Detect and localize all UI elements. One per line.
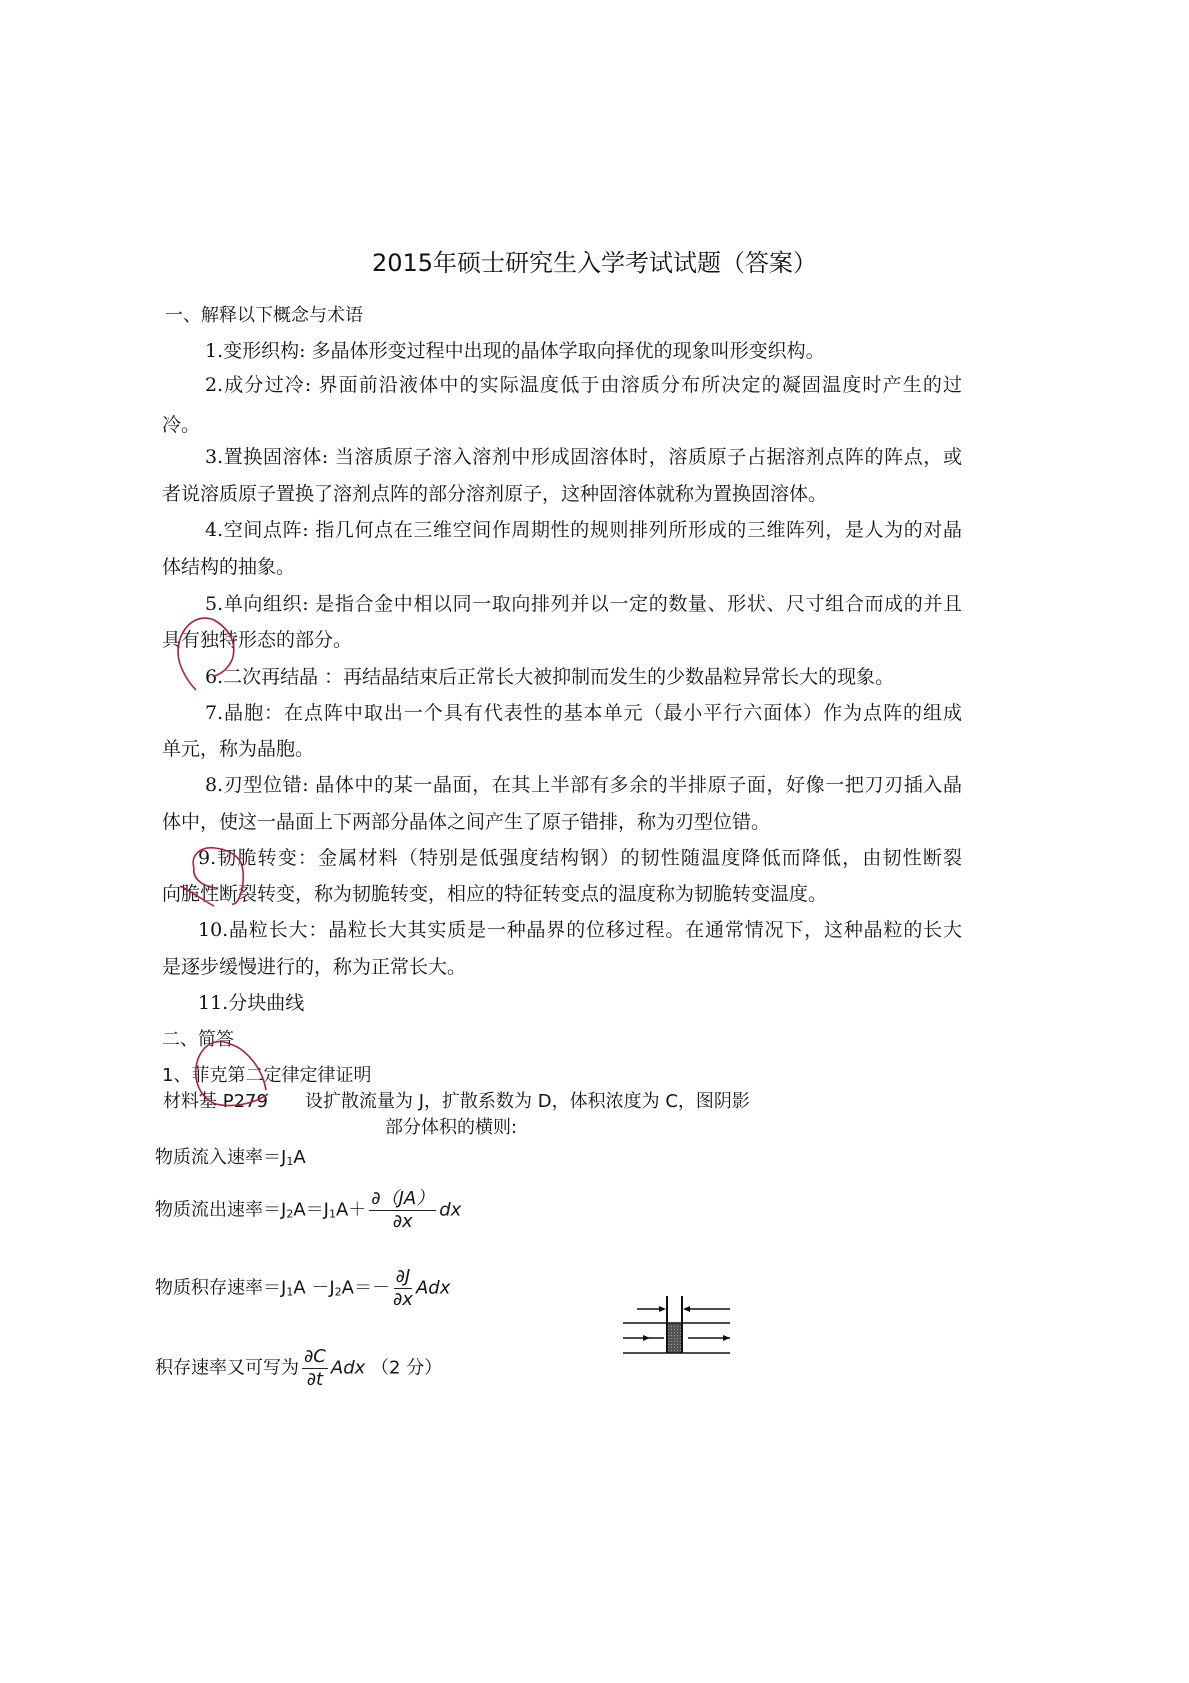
definition-2-line-2: 冷。 (162, 414, 201, 436)
question-1-title: 1、菲克第二定律定律证明 (162, 1065, 372, 1086)
definition-9-line-2: 向脆性断裂转变，称为韧脆转变，相应的特征转变点的温度称为韧脆转变温度。 (162, 883, 828, 905)
section-heading-2: 二、简答 (162, 1029, 234, 1050)
textbook-reference: 材料基 P279 (163, 1091, 268, 1112)
subscript: 1 (286, 1285, 294, 1299)
arrow-icon (623, 1335, 664, 1341)
fraction-numerator: ∂J (395, 1266, 411, 1287)
subscript: 1 (328, 1207, 336, 1221)
fraction (369, 1188, 436, 1233)
definition-3-line-2: 者说溶质原子置换了溶剂点阵的部分溶剂原子，这种固溶体就称为置换固溶体。 (162, 483, 828, 505)
equation-accumulation-label: 物质积存速率＝J (155, 1277, 287, 1299)
fraction (393, 1266, 413, 1311)
equation-tail: Adx (330, 1357, 366, 1379)
equation-part: A＝－ (341, 1277, 390, 1299)
definition-4-line-2: 体结构的抽象。 (162, 556, 296, 578)
definition-1: 1.变形织构: 多晶体形变过程中出现的晶体学取向择优的现象叫形变织构。 (205, 340, 825, 362)
definition-10-line-1: 10.晶粒长大：晶粒长大其实质是一种晶界的位移过程。在通常情况下，这种晶粒的长大 (198, 919, 962, 941)
definition-3-line-1: 3.置换固溶体: 当溶质原子溶入溶剂中形成固溶体时，溶质原子占据溶剂点阵的阵点，或 (205, 446, 962, 468)
definition-7-line-2: 单元，称为晶胞。 (162, 738, 315, 760)
equation-accumulation-alt-label: 积存速率又可写为 (155, 1357, 299, 1379)
equation-accumulation-alt (155, 1346, 442, 1391)
fraction (302, 1346, 328, 1391)
definition-6: 6.二次再结晶 ：再结晶结束后正常长大被抑制而发生的少数晶粒异常长大的现象。 (205, 666, 895, 688)
definition-10-line-2: 是逐步缓慢进行的，称为正常长大。 (162, 956, 467, 978)
arrow-icon (683, 1306, 730, 1312)
subscript: 2 (334, 1285, 342, 1299)
equation-inflow (155, 1146, 306, 1174)
proof-intro: 设扩散流量为 J，扩散系数为 D，体积浓度为 C，图阴影 (305, 1091, 750, 1112)
equation-part: A －J (293, 1277, 335, 1299)
diffusion-volume-diagram (620, 1290, 735, 1360)
arrow-icon (688, 1335, 730, 1341)
fraction-denominator: ∂t (306, 1369, 324, 1390)
shaded-volume-element (667, 1323, 682, 1353)
equation-tail: A (293, 1147, 306, 1168)
equation-accumulation (155, 1266, 450, 1311)
arrow-icon (637, 1306, 666, 1312)
definition-5-line-2: 具有独特形态的部分。 (162, 629, 353, 651)
fraction-numerator: ∂C (304, 1346, 326, 1367)
proof-intro-continued: 部分体积的横则: (385, 1117, 518, 1138)
equation-outflow-label: 物质流出速率＝J (155, 1199, 287, 1221)
subscript: 2 (286, 1207, 294, 1221)
definition-8-line-1: 8.刃型位错: 晶体中的某一晶面，在其上半部有多余的半排原子面，好像一把刀刃插入晶 (205, 774, 962, 796)
page-title: 2015年硕士研究生入学考试试题（答案） (371, 249, 818, 277)
definition-5-line-1: 5.单向组织: 是指合金中相以同一取向排列并以一定的数量、形状、尺寸组合而成的并且 (205, 593, 962, 615)
fraction-numerator: ∂（JA） (371, 1188, 435, 1209)
fraction-denominator: ∂x (392, 1211, 413, 1232)
section-heading-1: 一、解释以下概念与术语 (165, 305, 363, 326)
definition-7-line-1: 7.晶胞：在点阵中取出一个具有代表性的基本单元（最小平行六面体）作为点阵的组成 (205, 702, 962, 724)
equation-tail: Adx (415, 1277, 451, 1299)
score-note: （2 分） (371, 1357, 443, 1379)
fraction-denominator: ∂x (392, 1289, 413, 1310)
equation-part: A＋ (335, 1199, 367, 1221)
equation-outflow (155, 1188, 461, 1233)
definition-9-line-1: 9.韧脆转变：金属材料（特别是低强度结构钢）的韧性随温度降低而降低，由韧性断裂 (198, 847, 962, 869)
definition-11: 11.分块曲线 (198, 992, 305, 1014)
subscript: 1 (286, 1155, 294, 1168)
definition-2-line-1: 2.成分过冷: 界面前沿液体中的实际温度低于由溶质分布所决定的凝固温度时产生的过 (205, 374, 962, 396)
equation-tail: dx (439, 1199, 462, 1221)
equation-part: A＝J (293, 1199, 329, 1221)
equation-inflow-label: 物质流入速率＝J (155, 1147, 287, 1168)
definition-8-line-2: 体中，使这一晶面上下两部分晶体之间产生了原子错排，称为刃型位错。 (162, 811, 771, 833)
definition-4-line-1: 4.空间点阵: 指几何点在三维空间作周期性的规则排列所形成的三维阵列，是人为的对晶 (205, 519, 962, 541)
